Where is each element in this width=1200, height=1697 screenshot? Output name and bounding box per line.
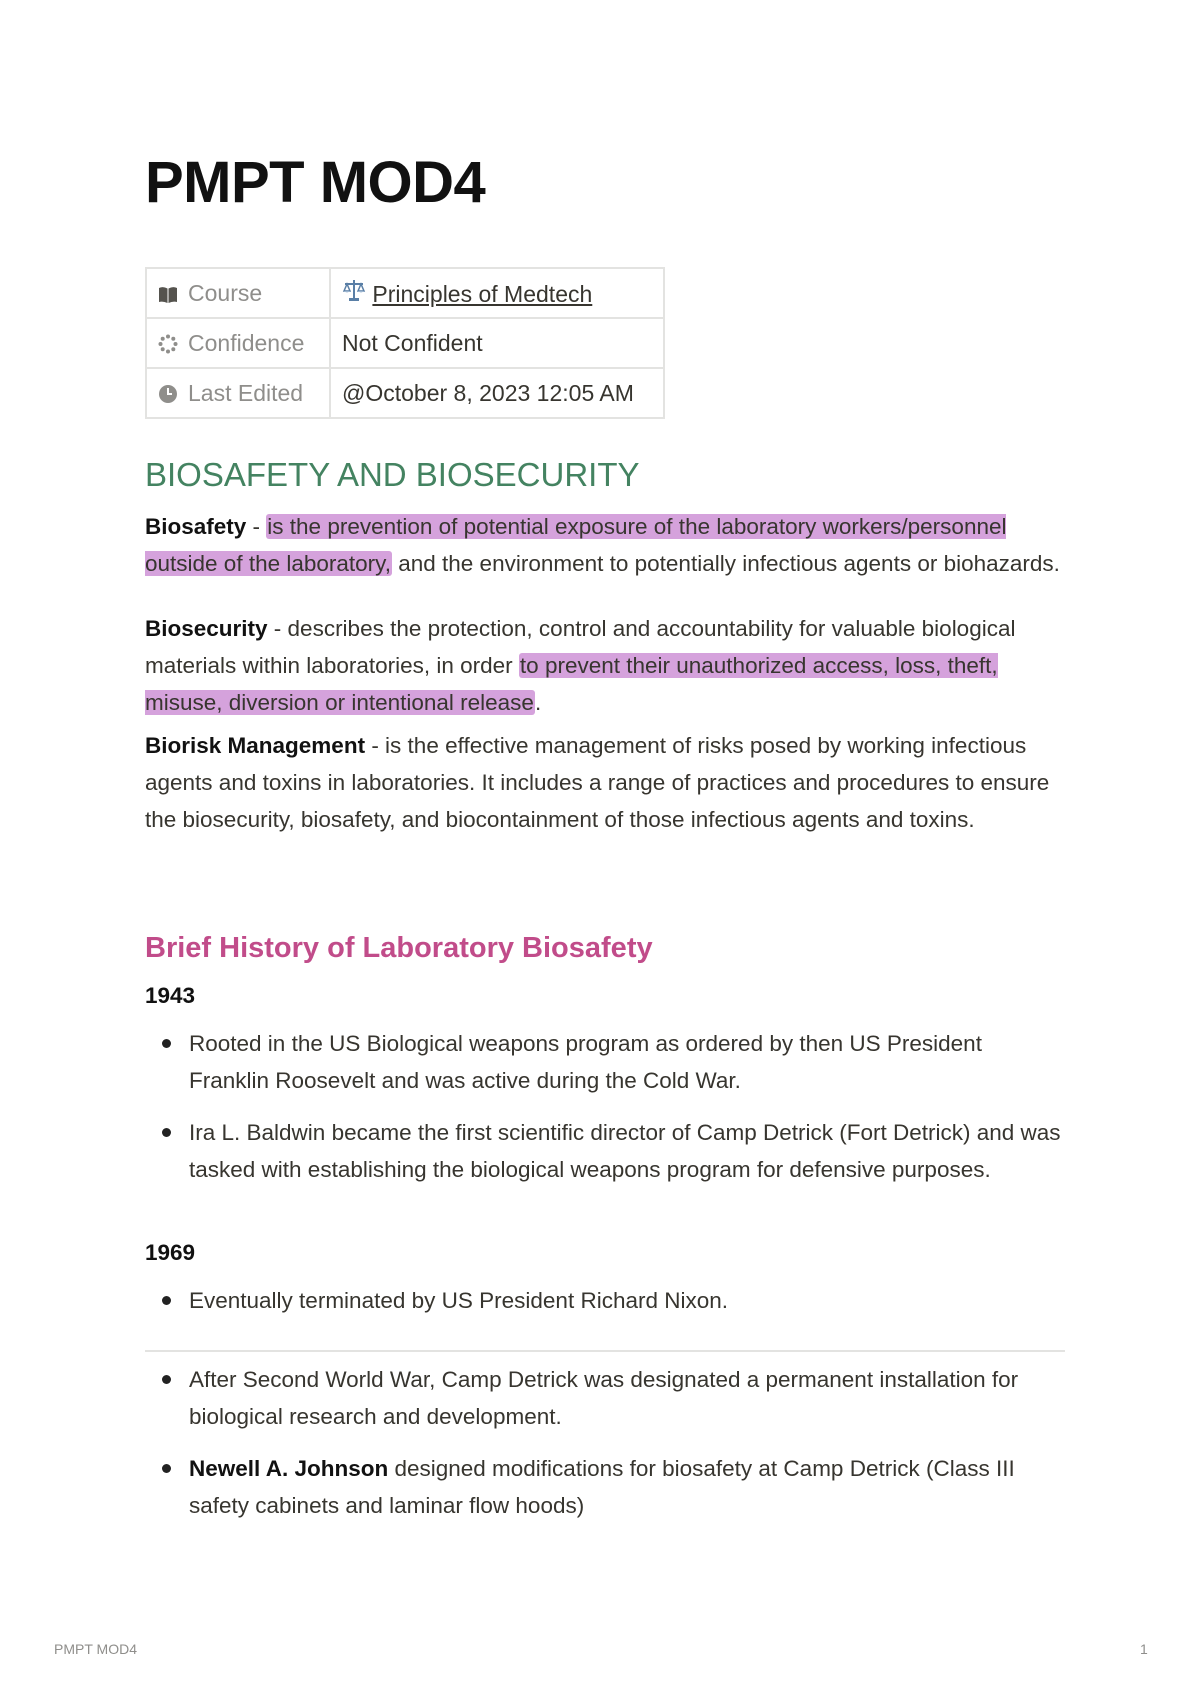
divider — [145, 1350, 1065, 1352]
biosafety-paragraph: Biosafety - is the prevention of potential exposure of the laboratory workers/personnel outside of the laboratory, and the environment to potentially infectious agents or biohazards. — [145, 514, 1060, 576]
property-value[interactable] — [330, 268, 664, 318]
year-label: 1969 — [145, 1240, 196, 1265]
property-key — [146, 318, 330, 368]
property-key-label: Course — [188, 279, 263, 306]
property-key — [146, 268, 330, 318]
property-row-course — [146, 268, 664, 318]
list-item: Ira L. Baldwin became the first scientific director of Camp Detrick (Fort Detrick) and was tasked with establishing the biological weapons program for defensive purposes. — [145, 1114, 1065, 1188]
page-number: 1 — [1140, 1641, 1148, 1657]
property-key — [146, 368, 330, 418]
highlight: is the prevention of potential exposure of the laboratory workers/personnel outside of the laboratory, — [145, 514, 1007, 576]
book-icon — [158, 286, 178, 304]
property-value[interactable]: Not Confident — [330, 318, 664, 368]
property-row-confidence — [146, 318, 664, 368]
highlight: to prevent their unauthorized access, loss, theft, misuse, diversion or intentional release — [145, 653, 998, 715]
biorisk-paragraph: Biorisk Management - is the effective management of risks posed by working infectious agents and toxins in laboratories. It includes a range of practices and procedures to ensure the biosecurity, biosafety, and biocontainment of those infectious agents and toxins. — [145, 733, 1050, 832]
term: Biosecurity — [145, 616, 268, 641]
bullet-list — [145, 1282, 1065, 1319]
list-item: Rooted in the US Biological weapons program as ordered by then US President Franklin Roosevelt and was active during the Cold War. — [145, 1025, 1065, 1099]
property-key-label: Last Edited — [188, 379, 304, 406]
list-item: Eventually terminated by US President Richard Nixon. — [145, 1282, 1065, 1319]
page-title: PMPT MOD4 — [145, 150, 486, 215]
course-link[interactable]: Principles of Medtech — [372, 281, 593, 307]
term: Biorisk Management — [145, 733, 366, 758]
subsection-heading: Brief History of Laboratory Biosafety — [145, 932, 653, 964]
clock-icon — [158, 384, 178, 404]
list-item: After Second World War, Camp Detrick was designated a permanent installation for biological research and development. — [145, 1361, 1065, 1435]
bullet-list — [145, 1361, 1065, 1524]
term: Biosafety — [145, 514, 247, 539]
year-label: 1943 — [145, 983, 196, 1008]
scales-icon — [342, 278, 366, 302]
person-name: Newell A. Johnson — [189, 1456, 389, 1481]
loading-spinner-icon — [158, 334, 178, 354]
section-heading: BIOSAFETY AND BIOSECURITY — [145, 456, 640, 493]
footer-title: PMPT MOD4 — [54, 1641, 137, 1657]
property-row-last-edited — [146, 368, 664, 418]
bullet-list — [145, 1025, 1065, 1188]
biosecurity-paragraph: Biosecurity - describes the protection, control and accountability for valuable biological materials within laboratories, in order to prevent their unauthorized access, loss, theft, misuse, diversion or intentional release. — [145, 616, 1016, 715]
list-item: Newell A. Johnson designed modifications for biosafety at Camp Detrick (Class III safety cabinets and laminar flow hoods) — [145, 1450, 1065, 1524]
properties-table — [145, 267, 665, 419]
property-key-label: Confidence — [188, 329, 305, 356]
property-value: @October 8, 2023 12:05 AM — [330, 368, 664, 418]
